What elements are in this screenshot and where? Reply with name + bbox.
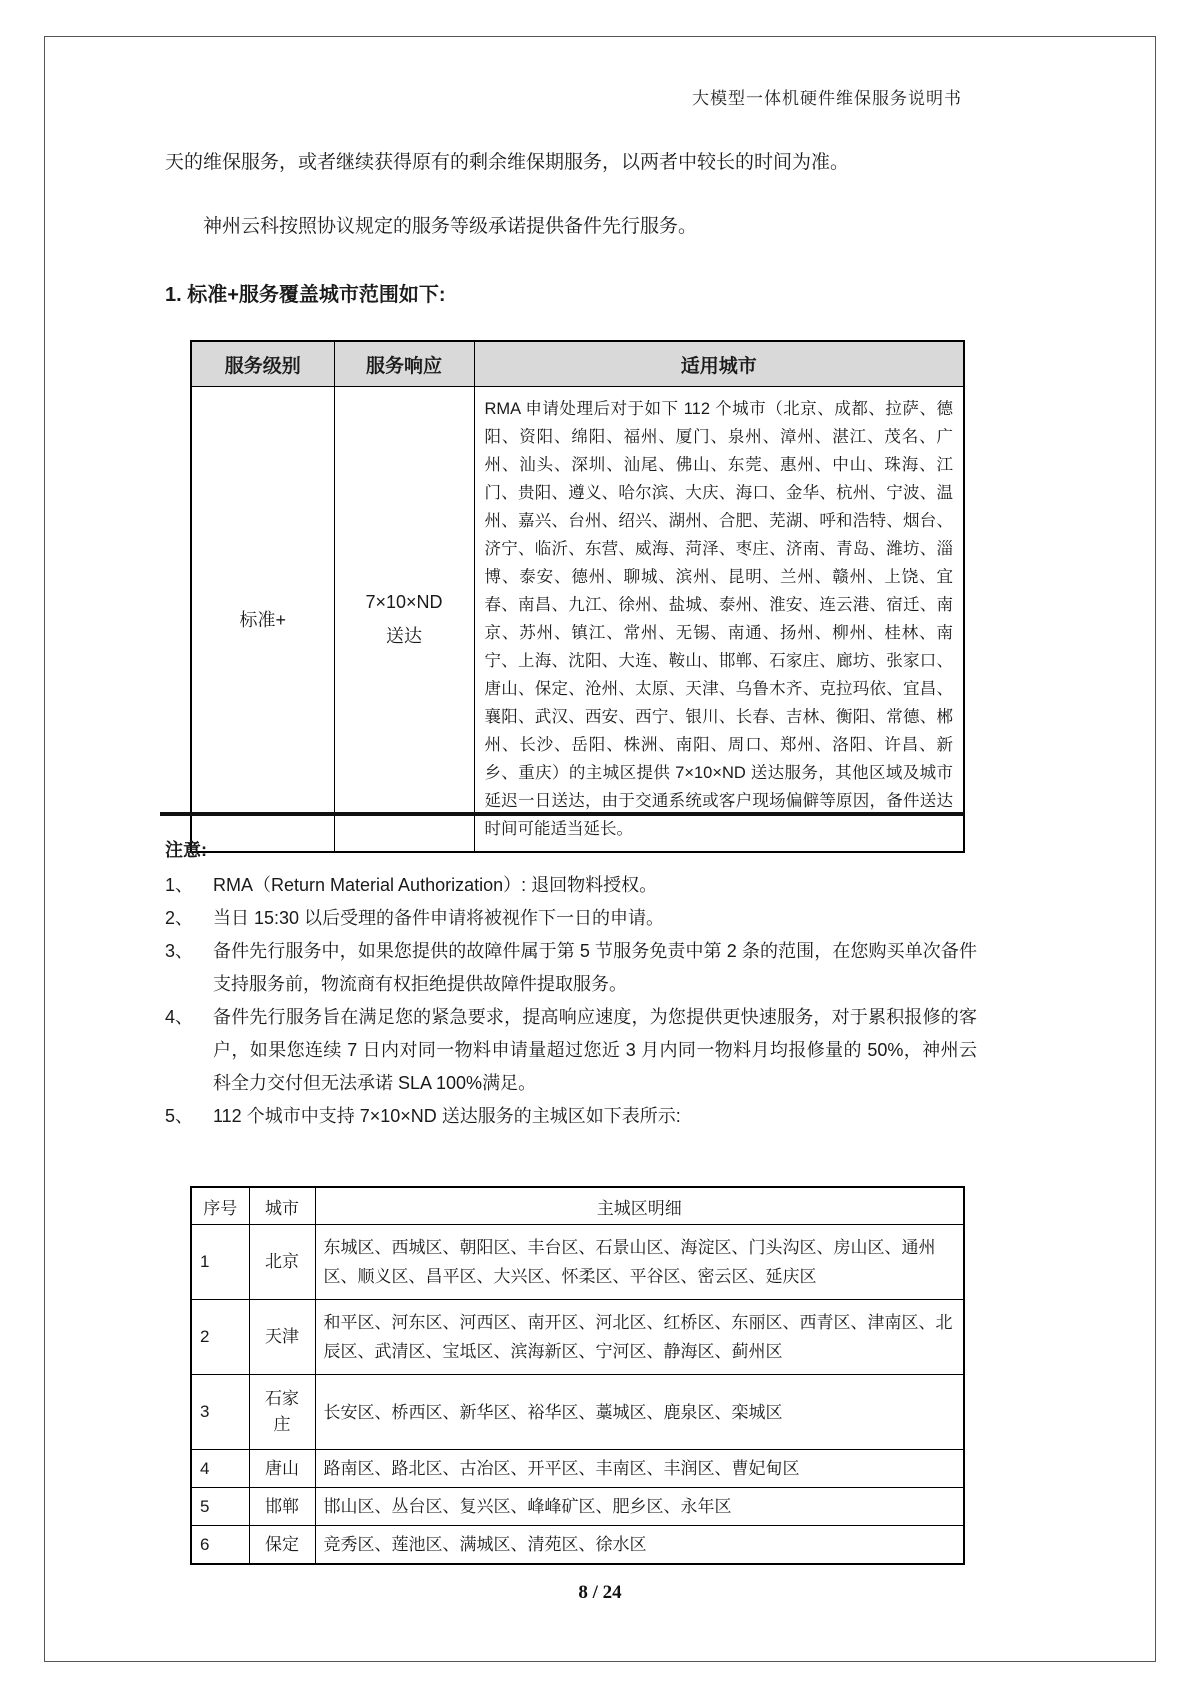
districts-detail: 和平区、河东区、河西区、南开区、河北区、红桥区、东丽区、西青区、津南区、北辰区、武清区、宝坻区、滨海新区、宁河区、静海区、蓟州区	[315, 1300, 964, 1375]
districts-detail: 路南区、路北区、古冶区、开平区、丰南区、丰润区、曹妃甸区	[315, 1450, 964, 1488]
row-number: 1	[191, 1225, 249, 1300]
note-text: 112 个城市中支持 7×10×ND 送达服务的主城区如下表所示:	[213, 1106, 681, 1126]
service-coverage-table	[190, 340, 965, 853]
service-table-header-response: 服务响应	[334, 341, 474, 387]
note-item-5	[165, 1100, 977, 1133]
note-number: 1、	[165, 875, 194, 895]
section-divider	[160, 812, 964, 816]
districts-table-header-row	[191, 1187, 964, 1225]
districts-header-detail: 主城区明细	[315, 1187, 964, 1225]
districts-detail: 邯山区、丛台区、复兴区、峰峰矿区、肥乡区、永年区	[315, 1488, 964, 1526]
table-row-baoding	[191, 1526, 964, 1565]
service-response-line1: 7×10×ND	[365, 592, 443, 612]
districts-header-city: 城市	[249, 1187, 315, 1225]
note-item-3	[165, 935, 977, 1001]
service-table-header-cities: 适用城市	[474, 341, 964, 387]
note-number: 3、	[165, 941, 194, 961]
city-name: 北京	[249, 1225, 315, 1300]
notes-section	[165, 834, 977, 1133]
city-name: 唐山	[249, 1450, 315, 1488]
row-number: 4	[191, 1450, 249, 1488]
city-name: 石家庄	[249, 1375, 315, 1450]
row-number: 3	[191, 1375, 249, 1450]
city-name: 保定	[249, 1526, 315, 1565]
note-text: 当日 15:30 以后受理的备件申请将被视作下一日的申请。	[213, 908, 665, 928]
note-number: 4、	[165, 1007, 194, 1027]
note-number: 5、	[165, 1106, 194, 1126]
table-row-tangshan	[191, 1450, 964, 1488]
paragraph-warranty-continuation: 天的维保服务，或者继续获得原有的剩余维保期服务，以两者中较长的时间为准。	[165, 152, 850, 173]
note-text: 备件先行服务旨在满足您的紧急要求，提高响应速度，为您提供更快速服务，对于累积报修的客户，如果您连续 7 日内对同一物料申请量超过您近 3 月内同一物料月均报修量的 50%，神州云科全力交付但无法承诺 SLA 100%满足。	[213, 1007, 977, 1093]
note-item-1	[165, 869, 977, 902]
row-number: 6	[191, 1526, 249, 1565]
note-item-4	[165, 1001, 977, 1100]
note-text: RMA（Return Material Authorization）: 退回物料授权。	[213, 875, 658, 895]
city-name: 邯郸	[249, 1488, 315, 1526]
paragraph-service-commitment: 神州云科按照协议规定的服务等级承诺提供备件先行服务。	[203, 216, 698, 237]
service-response-cell	[334, 387, 474, 853]
service-table-row	[191, 387, 964, 853]
table-row-shijiazhuang	[191, 1375, 964, 1450]
table-row-handan	[191, 1488, 964, 1526]
row-number: 2	[191, 1300, 249, 1375]
notes-title: 注意:	[165, 840, 207, 860]
note-number: 2、	[165, 908, 194, 928]
service-table-header-row	[191, 341, 964, 387]
applicable-cities-cell: RMA 申请处理后对于如下 112 个城市（北京、成都、拉萨、德阳、资阳、绵阳、福州、厦门、泉州、漳州、湛江、茂名、广州、汕头、深圳、汕尾、佛山、东莞、惠州、中山、珠海、江门、贵阳、遵义、哈尔滨、大庆、海口、金华、杭州、宁波、温州、嘉兴、台州、绍兴、湖州、合肥、芜湖、呼和浩特、烟台、济宁、临沂、东营、威海、菏泽、枣庄、济南、青岛、潍坊、淄博、泰安、德州、聊城、滨州、昆明、兰州、赣州、上饶、宜春、南昌、九江、徐州、盐城、泰州、淮安、连云港、宿迁、南京、苏州、镇江、常州、无锡、南通、扬州、柳州、桂林、南宁、上海、沈阳、大连、鞍山、邯郸、石家庄、廊坊、张家口、唐山、保定、沧州、太原、天津、乌鲁木齐、克拉玛依、宜昌、襄阳、武汉、西安、西宁、银川、长春、吉林、衡阳、常德、郴州、长沙、岳阳、株洲、南阳、周口、郑州、洛阳、许昌、新乡、重庆）的主城区提供 7×10×ND 送达服务，其他区域及城市延迟一日送达，由于交通系统或客户现场偏僻等原因，备件送达时间可能适当延长。	[474, 387, 964, 853]
districts-detail: 长安区、桥西区、新华区、裕华区、藁城区、鹿泉区、栾城区	[315, 1375, 964, 1450]
page-number: 8 / 24	[578, 1582, 622, 1603]
districts-detail: 东城区、西城区、朝阳区、丰台区、石景山区、海淀区、门头沟区、房山区、通州区、顺义区、昌平区、大兴区、怀柔区、平谷区、密云区、延庆区	[315, 1225, 964, 1300]
section-heading: 1. 标准+服务覆盖城市范围如下:	[165, 284, 446, 306]
note-text: 备件先行服务中，如果您提供的故障件属于第 5 节服务免责中第 2 条的范围，在您购买单次备件支持服务前，物流商有权拒绝提供故障件提取服务。	[213, 941, 977, 994]
districts-header-no: 序号	[191, 1187, 249, 1225]
districts-table	[190, 1186, 965, 1565]
table-row-tianjin	[191, 1300, 964, 1375]
note-item-2	[165, 902, 977, 935]
row-number: 5	[191, 1488, 249, 1526]
table-row-beijing	[191, 1225, 964, 1300]
city-name: 天津	[249, 1300, 315, 1375]
service-level-cell: 标准+	[191, 387, 334, 853]
service-response-line2: 送达	[386, 626, 422, 646]
districts-detail: 竞秀区、莲池区、满城区、清苑区、徐水区	[315, 1526, 964, 1565]
document-header-title: 大模型一体机硬件维保服务说明书	[692, 89, 962, 108]
service-table-header-level: 服务级别	[191, 341, 334, 387]
